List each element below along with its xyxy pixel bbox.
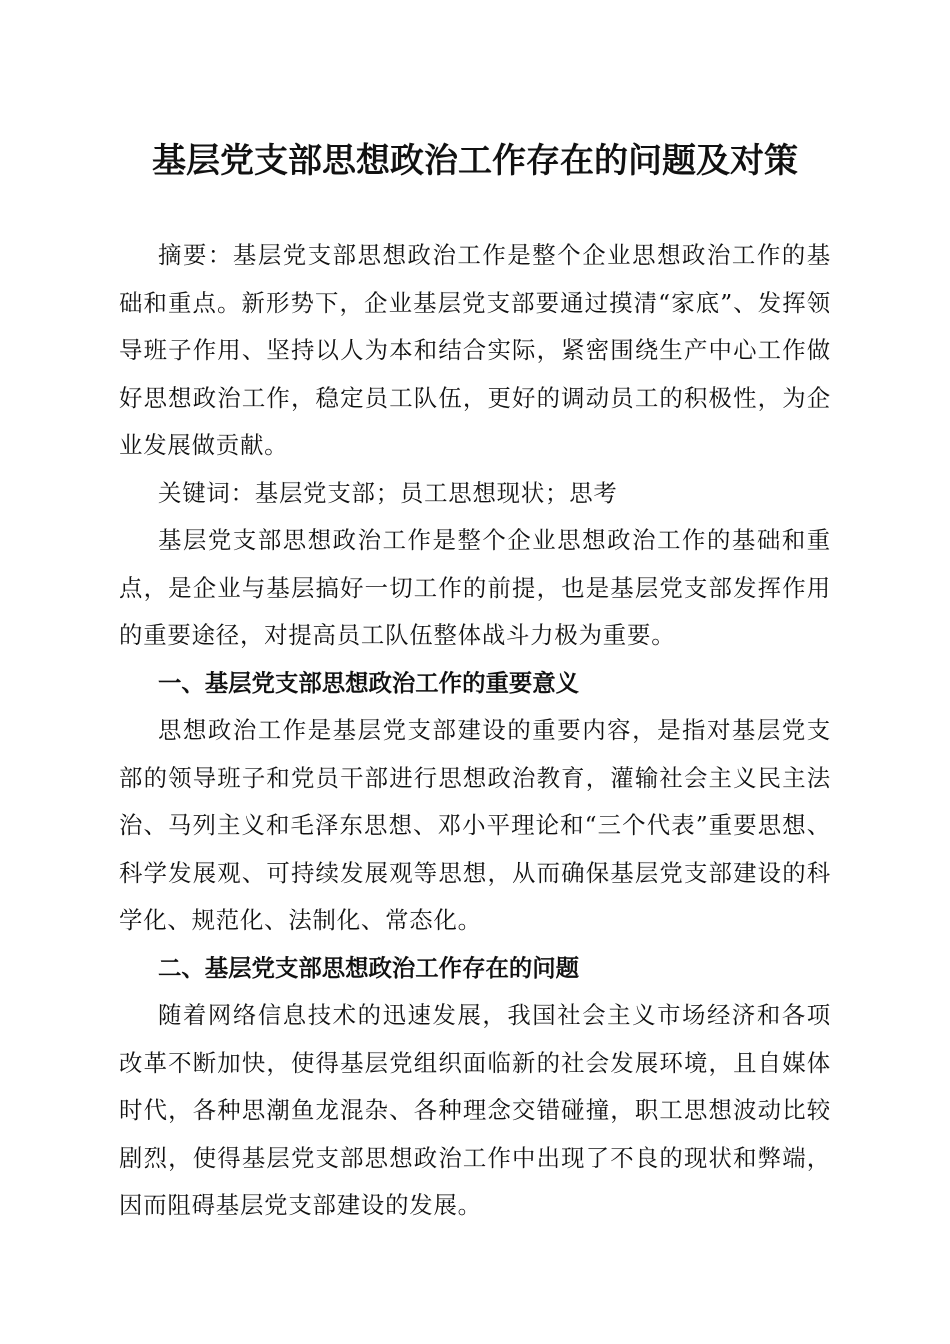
document-title: 基层党支部思想政治工作存在的问题及对策	[152, 141, 798, 181]
section-2-paragraph: 随着网络信息技术的迅速发展，我国社会主义市场经济和各项改革不断加快，使得基层党组织面临新的社会发展环境，且自媒体时代，各种思潮鱼龙混杂、各种理念交错碰撞，职工思想波动比较剧烈，使得基层党支部思想政治工作中出现了不良的现状和弊端，因而阻碍基层党支部建设的发展。	[119, 1001, 831, 1219]
keywords-paragraph: 关键词：基层党支部；员工思想现状；思考	[158, 478, 618, 507]
intro-paragraph: 基层党支部思想政治工作是整个企业思想政治工作的基础和重点，是企业与基层搞好一切工作的前提，也是基层党支部发挥作用的重要途径，对提高员工队伍整体战斗力极为重要。	[119, 526, 831, 649]
section-heading-2: 二、基层党支部思想政治工作存在的问题	[158, 953, 580, 982]
document-body	[119, 232, 831, 1230]
section-1-paragraph: 思想政治工作是基层党支部建设的重要内容，是指对基层党支部的领导班子和党员干部进行思想政治教育，灌输社会主义民主法治、马列主义和毛泽东思想、邓小平理论和“三个代表”重要思想、科学发展观、可持续发展观等思想，从而确保基层党支部建设的科学化、规范化、法制化、常态化。	[119, 716, 831, 934]
abstract-paragraph: 摘要：基层党支部思想政治工作是整个企业思想政治工作的基础和重点。新形势下，企业基层党支部要通过摸清“家底”、发挥领导班子作用、坚持以人为本和结合实际，紧密围绕生产中心工作做好思想政治工作，稳定员工队伍，更好的调动员工的积极性，为企业发展做贡献。	[119, 241, 831, 459]
section-heading-1: 一、基层党支部思想政治工作的重要意义	[158, 668, 580, 697]
